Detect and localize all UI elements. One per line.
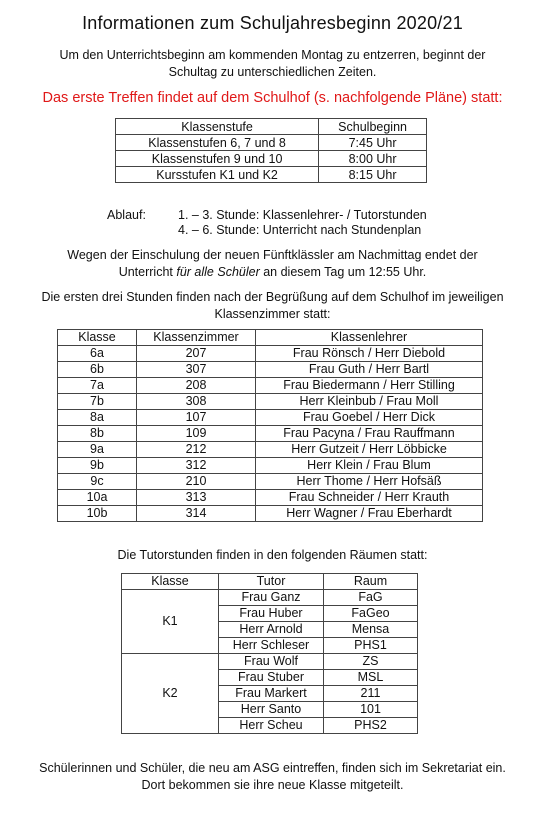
- table-row: [58, 378, 483, 394]
- column-header: Raum: [324, 574, 418, 590]
- table-cell: Herr Gutzeit / Herr Löbbicke: [256, 442, 483, 458]
- einschulung-text: [0, 247, 545, 281]
- table-row: [58, 458, 483, 474]
- ablauf-item-1: 1. – 3. Stunde: Klassenlehrer- / Tutorstunden: [178, 208, 427, 222]
- table-cell: Herr Santo: [219, 702, 324, 718]
- table-header-row: [122, 574, 418, 590]
- table-cell: 307: [137, 362, 256, 378]
- table-cell: ZS: [324, 654, 418, 670]
- table-cell: Herr Arnold: [219, 622, 324, 638]
- table-cell: Herr Klein / Frau Blum: [256, 458, 483, 474]
- table-header-row: [58, 330, 483, 346]
- table-cell: 109: [137, 426, 256, 442]
- table-cell: FaG: [324, 590, 418, 606]
- einschulung-line-2: [0, 264, 545, 281]
- table-cell: 10b: [58, 506, 137, 522]
- table-row: [58, 362, 483, 378]
- einschulung-line-2-post: an diesem Tag um 12:55 Uhr.: [259, 265, 427, 279]
- table-cell: Frau Rönsch / Herr Diebold: [256, 346, 483, 362]
- table-cell: 9b: [58, 458, 137, 474]
- table-cell: 10a: [58, 490, 137, 506]
- tutor-intro-text: Die Tutorstunden finden in den folgenden Räumen statt:: [117, 548, 428, 562]
- table-row: [58, 474, 483, 490]
- table-row: [58, 506, 483, 522]
- column-header: Klassenlehrer: [256, 330, 483, 346]
- table-cell: Frau Markert: [219, 686, 324, 702]
- table-cell: Herr Thome / Herr Hofsäß: [256, 474, 483, 490]
- intro-text: [0, 47, 545, 81]
- column-header: Tutor: [219, 574, 324, 590]
- closing-text: [0, 760, 545, 794]
- table-cell: Frau Stuber: [219, 670, 324, 686]
- table-cell: Frau Schneider / Herr Krauth: [256, 490, 483, 506]
- table-cell: Frau Pacyna / Frau Rauffmann: [256, 426, 483, 442]
- table-cell: 101: [324, 702, 418, 718]
- table-cell: 8:15 Uhr: [319, 167, 427, 183]
- table-row: [122, 654, 418, 670]
- table-cell: 7b: [58, 394, 137, 410]
- table-cell: 7:45 Uhr: [319, 135, 427, 151]
- table-cell: Frau Wolf: [219, 654, 324, 670]
- table-cell: 314: [137, 506, 256, 522]
- table-cell: Klassenstufen 6, 7 und 8: [116, 135, 319, 151]
- table-row: [58, 490, 483, 506]
- class-rooms-table: [57, 329, 483, 522]
- table-row: [58, 394, 483, 410]
- table-cell: Herr Kleinbub / Frau Moll: [256, 394, 483, 410]
- table-cell: 208: [137, 378, 256, 394]
- table-cell: 8a: [58, 410, 137, 426]
- closing-line-1: Schülerinnen und Schüler, die neu am ASG eintreffen, finden sich im Sekretariat ein.: [39, 761, 506, 775]
- table-cell: Herr Schleser: [219, 638, 324, 654]
- column-header: Klassenstufe: [116, 119, 319, 135]
- ablauf-label: Ablauf:: [107, 208, 146, 222]
- closing-line-2: Dort bekommen sie ihre neue Klasse mitgeteilt.: [141, 778, 404, 792]
- table-cell: 210: [137, 474, 256, 490]
- table-cell: Frau Goebel / Herr Dick: [256, 410, 483, 426]
- table-row: [116, 151, 427, 167]
- column-header: Klasse: [122, 574, 219, 590]
- table-header-row: [116, 119, 427, 135]
- table-cell: PHS2: [324, 718, 418, 734]
- group-cell: K2: [122, 654, 219, 734]
- table-cell: 9a: [58, 442, 137, 458]
- table-cell: Frau Biedermann / Herr Stilling: [256, 378, 483, 394]
- table-cell: Frau Huber: [219, 606, 324, 622]
- table-cell: 6a: [58, 346, 137, 362]
- table-row: [116, 167, 427, 183]
- table-row: [58, 346, 483, 362]
- table-cell: 207: [137, 346, 256, 362]
- table-cell: 107: [137, 410, 256, 426]
- table-cell: Frau Guth / Herr Bartl: [256, 362, 483, 378]
- table-cell: Klassenstufen 9 und 10: [116, 151, 319, 167]
- highlight-text: Das erste Treffen findet auf dem Schulhof (s. nachfolgende Pläne) statt:: [42, 90, 503, 106]
- table-cell: Herr Scheu: [219, 718, 324, 734]
- first-hours-text: [0, 289, 545, 323]
- ablauf-items: [178, 208, 427, 238]
- first-hours-line-1: Die ersten drei Stunden finden nach der Begrüßung auf dem Schulhof im jeweiligen: [41, 290, 504, 304]
- table-cell: Kursstufen K1 und K2: [116, 167, 319, 183]
- table-row: [122, 590, 418, 606]
- table-row: [58, 410, 483, 426]
- table-cell: Frau Ganz: [219, 590, 324, 606]
- tutor-rooms-table: [121, 573, 418, 734]
- column-header: Klasse: [58, 330, 137, 346]
- table-cell: PHS1: [324, 638, 418, 654]
- page-title: Informationen zum Schuljahresbeginn 2020/21: [82, 13, 463, 33]
- ablauf-item-2: 4. – 6. Stunde: Unterricht nach Stundenplan: [178, 223, 422, 237]
- first-hours-line-2: Klassenzimmer statt:: [214, 307, 331, 321]
- table-cell: 8:00 Uhr: [319, 151, 427, 167]
- einschulung-line-2-pre: Unterricht: [118, 265, 177, 279]
- column-header: Schulbeginn: [319, 119, 427, 135]
- table-cell: 7a: [58, 378, 137, 394]
- start-times-table: [115, 118, 427, 183]
- table-cell: 6b: [58, 362, 137, 378]
- table-cell: 313: [137, 490, 256, 506]
- intro-line-1: Um den Unterrichtsbeginn am kommenden Montag zu entzerren, beginnt der: [59, 48, 486, 62]
- group-cell: K1: [122, 590, 219, 654]
- table-cell: FaGeo: [324, 606, 418, 622]
- table-cell: 212: [137, 442, 256, 458]
- table-cell: Herr Wagner / Frau Eberhardt: [256, 506, 483, 522]
- table-cell: MSL: [324, 670, 418, 686]
- table-row: [58, 442, 483, 458]
- table-cell: 308: [137, 394, 256, 410]
- table-row: [58, 426, 483, 442]
- einschulung-line-1: Wegen der Einschulung der neuen Fünftklässler am Nachmittag endet der: [67, 248, 478, 262]
- intro-line-2: Schultag zu unterschiedlichen Zeiten.: [168, 65, 377, 79]
- table-cell: 8b: [58, 426, 137, 442]
- table-cell: 9c: [58, 474, 137, 490]
- table-row: [116, 135, 427, 151]
- table-cell: Mensa: [324, 622, 418, 638]
- table-cell: 312: [137, 458, 256, 474]
- einschulung-emphasis: für alle Schüler: [176, 265, 260, 279]
- column-header: Klassenzimmer: [137, 330, 256, 346]
- table-cell: 211: [324, 686, 418, 702]
